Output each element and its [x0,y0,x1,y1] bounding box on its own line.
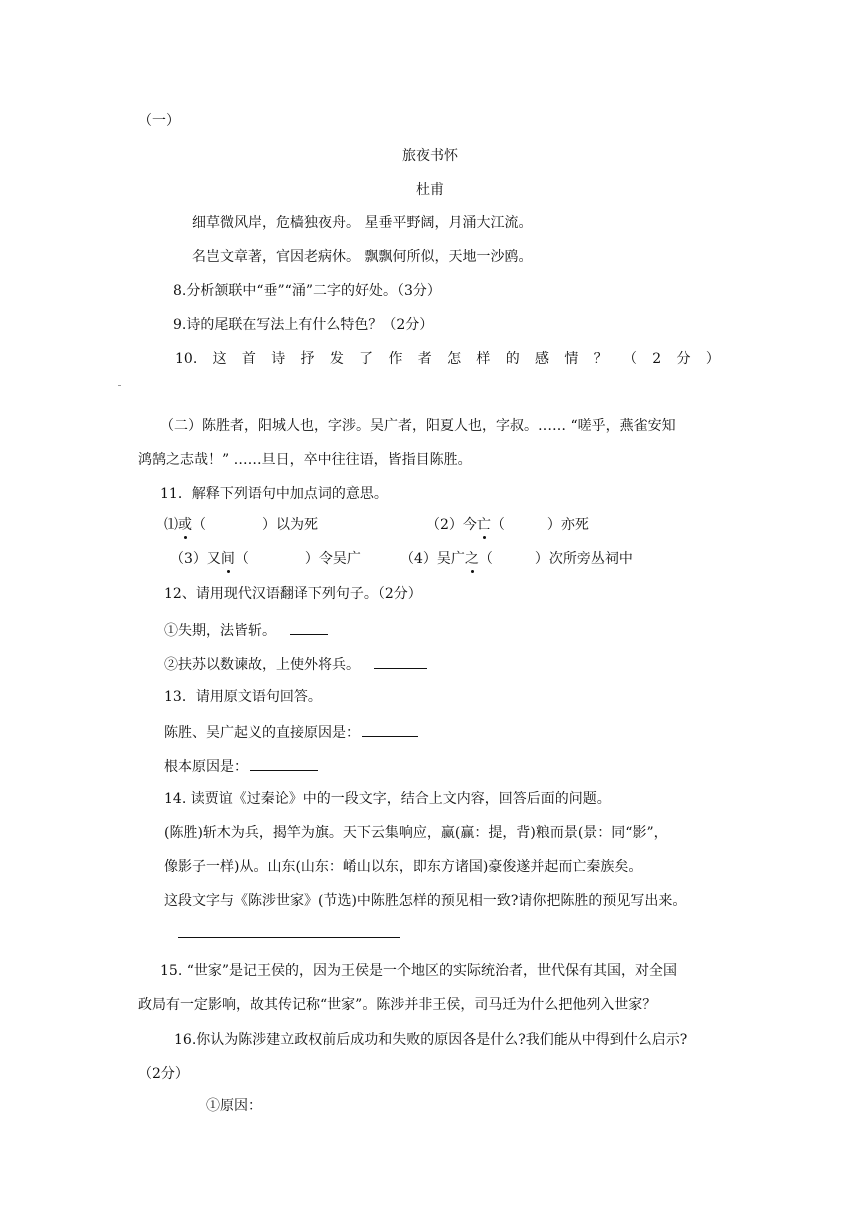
question-10-char: ？ [593,351,608,367]
dotted-word: 亡 [476,517,491,533]
dotted-word: 或 [178,517,192,533]
dotted-word: 间 [220,551,235,567]
prompt-text: 根本原因是： [164,759,248,775]
question-14-text-2: 像影子一样)从。山东(山东：崤山以东，即东方诸国)豪俊遂并起而亡秦族矣。 [164,859,643,875]
poem-line-1: 细草微风岸，危樯独夜舟。 星垂平野阔，月涌大江流。 [192,215,533,231]
question-16-line-2: （2分） [138,1066,189,1082]
question-10-char: 分 [676,351,691,367]
question-10-char: 这 [212,351,227,367]
question-12-sentence-2 [164,654,427,674]
item-prefix: （4）吴广 [400,551,465,567]
answer-blank[interactable] [362,722,418,737]
question-10-char: 样 [476,351,491,367]
item-prefix: ⑴ [164,517,178,533]
question-12-sentence-1 [164,620,328,640]
question-14-text-1: (陈胜)斩木为兵，揭竿为旗。天下云集响应，赢(赢：提，背)粮而景(景：同“影”， [164,825,668,841]
answer-blank[interactable] [374,654,427,669]
poem-title: 旅夜书怀 [402,148,458,164]
item-prefix: （2）今 [426,517,477,533]
question-13-root-cause [164,756,318,776]
question-10-char: ） [705,351,720,367]
question-11: 11．解释下列语句中加点词的意思。 [160,486,388,502]
question-10-char: 的 [505,351,520,367]
question-14-answer-line[interactable] [178,937,400,938]
item-rest: （ ）令吴广 [234,551,361,567]
question-16-line-1: 16.你认为陈涉建立政权前后成功和失败的原因各是什么?我们能从中得到什么启示? [174,1032,688,1048]
item-prefix: （3）又 [170,551,221,567]
item-rest: （ ）次所旁丛祠中 [478,551,633,567]
question-9: 9.诗的尾联在写法上有什么特色？（2分） [173,317,434,333]
question-10-char: 10. [175,351,198,367]
question-13: 13．请用原文语句回答。 [164,689,322,705]
question-10-char: 发 [329,351,344,367]
question-10-char: 情 [564,351,579,367]
question-8: 8.分析颔联中“垂”“涌”二字的好处。（3分） [173,283,441,299]
poem-author: 杜甫 [416,182,444,198]
question-10-char: （ [622,351,637,367]
question-12: 12、请用现代汉语翻译下列句子。（2分） [164,586,422,602]
question-10-char: 2 [652,351,662,367]
item-rest: （ ）以为死 [192,517,318,533]
sentence-text: ②扶苏以数谏故，上使外将兵。 [164,657,360,673]
item-rest: （ ）亦死 [490,517,589,533]
answer-blank[interactable] [250,756,318,771]
question-11-item-3 [170,550,361,568]
passage-line-1: （二）陈胜者，阳城人也，字涉。吴广者，阳夏人也，字叔。…… “嗟乎，燕雀安知 [160,418,676,434]
prompt-text: 陈胜、吴广起义的直接原因是： [164,725,360,741]
question-10-char: 抒 [300,351,315,367]
question-16-reason: ①原因： [206,1098,262,1114]
question-15-line-1: 15. “世家”是记王侯的，因为王侯是一个地区的实际统治者，世代保有其国，对全国 [160,963,678,979]
question-10-char: 作 [388,351,403,367]
question-10 [175,350,720,368]
question-10-char: 怎 [447,351,462,367]
dotted-word: 之 [464,551,479,567]
question-11-item-2 [426,516,589,534]
question-14: 14. 读贾谊《过秦论》中的一段文字，结合上文内容，回答后面的问题。 [164,791,611,807]
question-10-char: 首 [241,351,256,367]
question-11-item-1 [164,516,318,534]
passage-line-2: 鸿鹄之志哉！” ……旦日，卒中往往语，皆指目陈胜。 [138,452,472,468]
question-14-ask: 这段文字与《陈涉世家》(节选)中陈胜怎样的预见相一致?请你把陈胜的预见写出来。 [164,893,687,909]
answer-blank[interactable] [290,620,328,635]
question-10-char: 感 [535,351,550,367]
question-10-char: 了 [359,351,374,367]
poem-line-2: 名岂文章著，官因老病休。 飘飘何所似，天地一沙鸥。 [192,249,533,265]
stray-mark [118,385,121,386]
question-10-char: 诗 [271,351,286,367]
question-10-char: 者 [417,351,432,367]
question-15-line-2: 政局有一定影响，故其传记称“世家”。陈涉并非王侯，司马迁为什么把他列入世家？ [138,997,657,1013]
question-11-item-4 [400,550,633,568]
question-13-direct-cause [164,722,418,742]
sentence-text: ①失期，法皆斩。 [164,623,276,639]
section-one-label: （一） [138,113,180,129]
